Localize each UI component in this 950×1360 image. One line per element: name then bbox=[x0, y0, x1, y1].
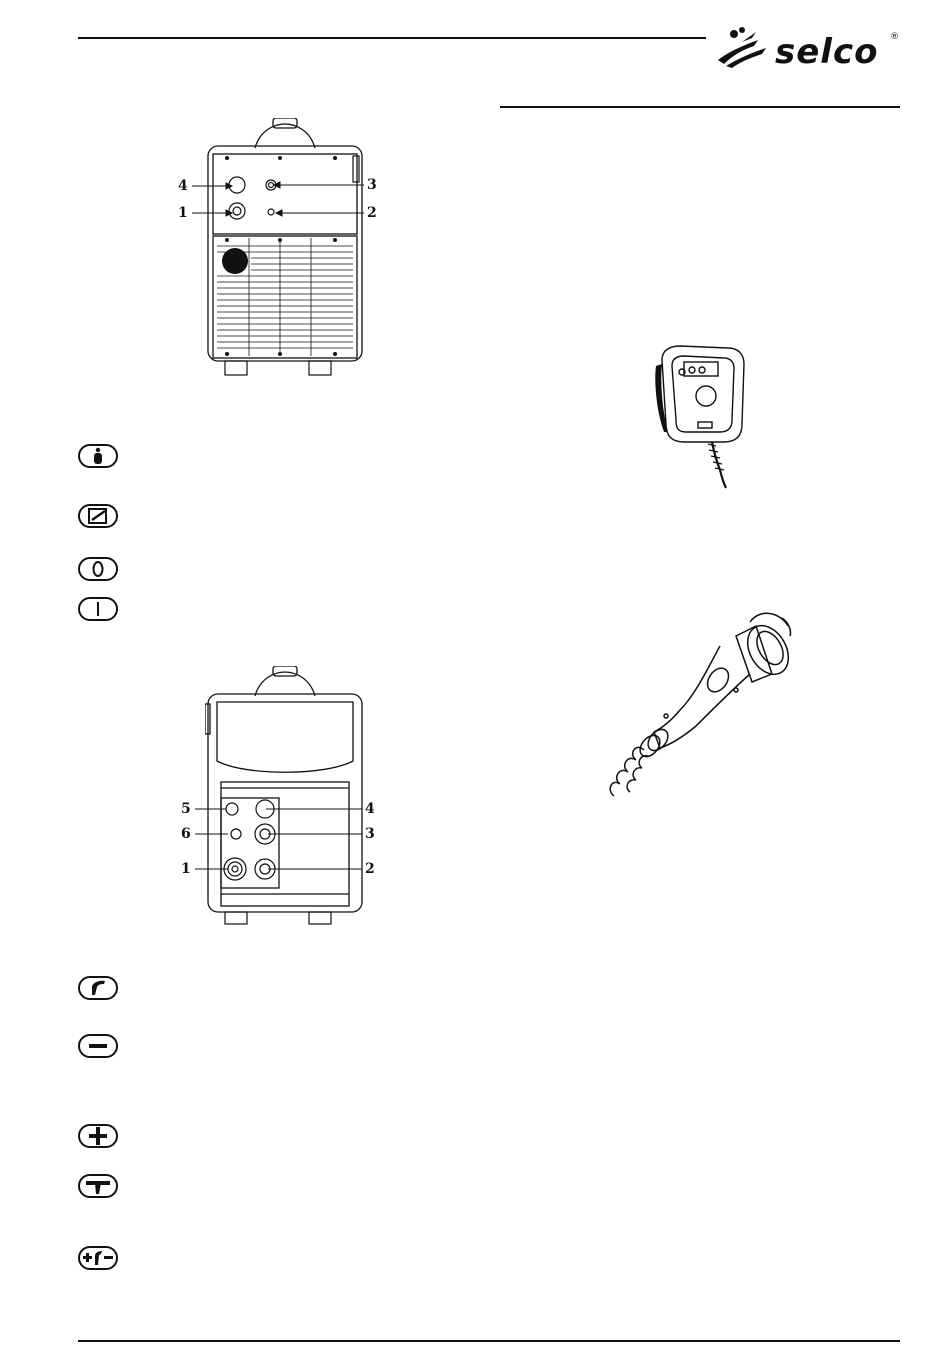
front-callout-5: 5 bbox=[181, 801, 191, 817]
gas-cylinder-icon bbox=[78, 444, 118, 468]
front-callout-1: 1 bbox=[181, 861, 191, 877]
gas-connection-icon bbox=[78, 976, 118, 1000]
logo-mark-icon bbox=[712, 22, 782, 70]
rear-callout-4: 4 bbox=[178, 178, 188, 194]
front-callout-6: 6 bbox=[181, 826, 191, 842]
rear-callout-3: 3 bbox=[367, 177, 377, 193]
front-panel-drawing bbox=[205, 666, 365, 926]
rear-callout-1: 1 bbox=[178, 205, 188, 221]
positive-terminal-icon bbox=[78, 1124, 118, 1148]
remote-control-icon bbox=[650, 340, 760, 490]
front-callout-leaders bbox=[190, 798, 370, 878]
front-callout-3: 3 bbox=[365, 826, 375, 842]
header-rule-right bbox=[500, 106, 900, 108]
switch-on-icon bbox=[78, 597, 118, 621]
rear-callout-leaders bbox=[180, 170, 380, 230]
front-callout-2: 2 bbox=[365, 861, 375, 877]
rear-panel-figure bbox=[205, 118, 365, 380]
welding-torch-icon bbox=[600, 604, 800, 804]
registered-mark: ® bbox=[890, 32, 899, 42]
polarity-change-icon bbox=[78, 1246, 118, 1270]
header-rule-left bbox=[78, 37, 706, 39]
negative-terminal-icon bbox=[78, 1034, 118, 1058]
rear-panel-drawing bbox=[205, 118, 365, 380]
brand-name: selco bbox=[775, 32, 879, 72]
front-panel-figure bbox=[205, 666, 365, 926]
switch-off-icon bbox=[78, 557, 118, 581]
footer-rule bbox=[78, 1340, 900, 1342]
power-cable-icon bbox=[78, 504, 118, 528]
rear-callout-2: 2 bbox=[367, 205, 377, 221]
torch-connection-icon bbox=[78, 1174, 118, 1198]
front-callout-4: 4 bbox=[365, 801, 375, 817]
